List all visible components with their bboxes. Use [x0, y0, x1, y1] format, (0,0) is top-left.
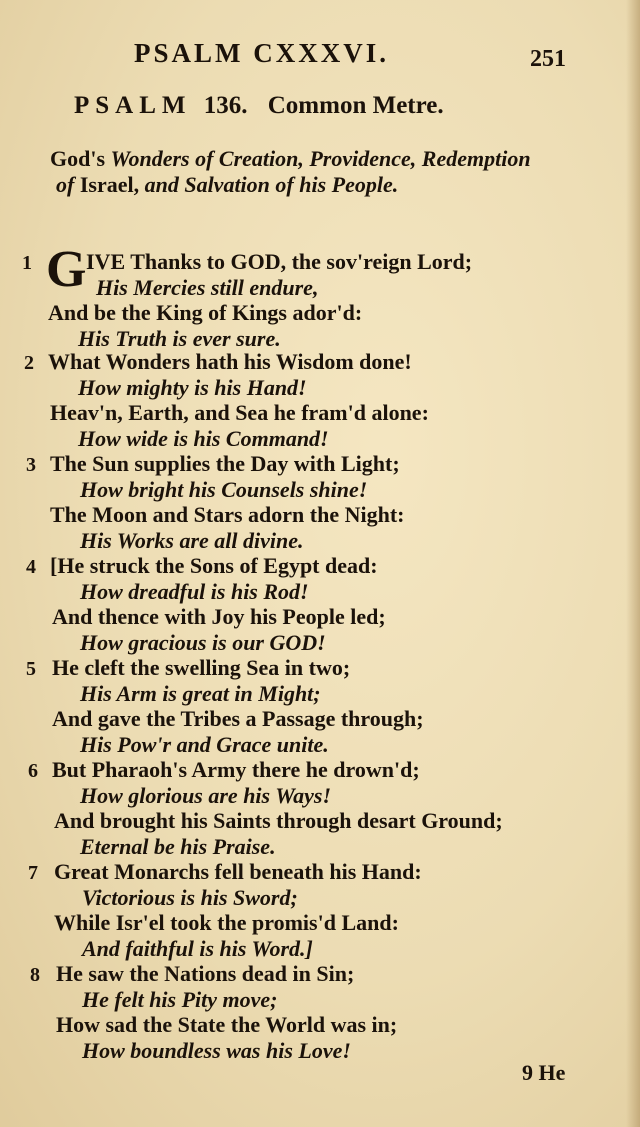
verse-number: 2 — [24, 352, 34, 374]
subtitle-text: Israel, — [79, 172, 145, 197]
subtitle-text: God's — [50, 146, 111, 171]
verse-line: And be the King of Kings ador'd: — [48, 300, 363, 325]
verse-line: But Pharaoh's Army there he drown'd; — [52, 757, 420, 782]
subtitle-text-italic: Wonders of Creation, Providence, Redemption — [110, 146, 531, 171]
verse-line: The Sun supplies the Day with Light; — [50, 451, 400, 476]
verse-line-refrain: And faithful is his Word.] — [82, 936, 313, 961]
subtitle-text-italic: and Salvation of his People. — [144, 172, 399, 197]
verse-number: 1 — [22, 252, 32, 274]
verse-line-refrain: How gracious is our GOD! — [80, 630, 326, 655]
drop-cap: G — [46, 241, 87, 298]
verse-line-refrain: How glorious are his Ways! — [80, 783, 332, 808]
verse-line-refrain: His Arm is great in Might; — [80, 681, 321, 706]
verse-number: 3 — [26, 454, 36, 476]
verse-number: 4 — [26, 556, 36, 578]
subtitle-text-italic: of — [56, 172, 80, 197]
verse-line-refrain: Victorious is his Sword; — [82, 885, 298, 910]
verse-line-refrain: His Mercies still endure, — [96, 275, 319, 300]
psalm-heading-label: PSALM — [74, 92, 192, 119]
verse-number: 8 — [30, 964, 40, 986]
verse-line-refrain: His Truth is ever sure. — [78, 326, 281, 351]
verse-line: IVE Thanks to GOD, the sov'reign Lord; — [86, 249, 473, 274]
verse-line: And gave the Tribes a Passage through; — [52, 706, 424, 731]
verse-number: 6 — [28, 760, 38, 782]
verse-line-refrain: He felt his Pity move; — [82, 987, 278, 1012]
verse-line-refrain: How bright his Counsels shine! — [80, 477, 368, 502]
verse-line: And thence with Joy his People led; — [52, 604, 386, 629]
verse-line-refrain: How dreadful is his Rod! — [80, 579, 309, 604]
verse-line-refrain: Eternal be his Praise. — [80, 834, 276, 859]
verse-line-refrain: His Pow'r and Grace unite. — [80, 732, 329, 757]
verse-line-refrain: How mighty is his Hand! — [78, 375, 307, 400]
verse-line: Heav'n, Earth, and Sea he fram'd alone: — [50, 400, 429, 425]
verse-line: How sad the State the World was in; — [56, 1012, 398, 1037]
psalm-heading-metre: Common Metre. — [267, 92, 444, 119]
verse-line: He cleft the swelling Sea in two; — [52, 655, 351, 680]
verse-line: The Moon and Stars adorn the Night: — [50, 502, 405, 527]
verse-line: While Isr'el took the promis'd Land: — [54, 910, 399, 935]
running-head-title: PSALM CXXXVI. — [134, 38, 389, 68]
verse-line: Great Monarchs fell beneath his Hand: — [54, 859, 422, 884]
page-number: 251 — [530, 46, 566, 72]
verse-line: What Wonders hath his Wisdom done! — [48, 349, 412, 374]
verse-line-refrain: How boundless was his Love! — [82, 1038, 351, 1063]
verse-number: 7 — [28, 862, 38, 884]
verse-line: And brought his Saints through desart Ground; — [54, 808, 503, 833]
verse-line: He saw the Nations dead in Sin; — [56, 961, 355, 986]
verse-line-refrain: His Works are all divine. — [80, 528, 304, 553]
psalm-heading-number: 136. — [203, 92, 248, 119]
verse-line: [He struck the Sons of Egypt dead: — [50, 553, 378, 578]
verse-line-refrain: How wide is his Command! — [78, 426, 329, 451]
catchword: 9 He — [522, 1060, 566, 1085]
verse-number: 5 — [26, 658, 36, 680]
